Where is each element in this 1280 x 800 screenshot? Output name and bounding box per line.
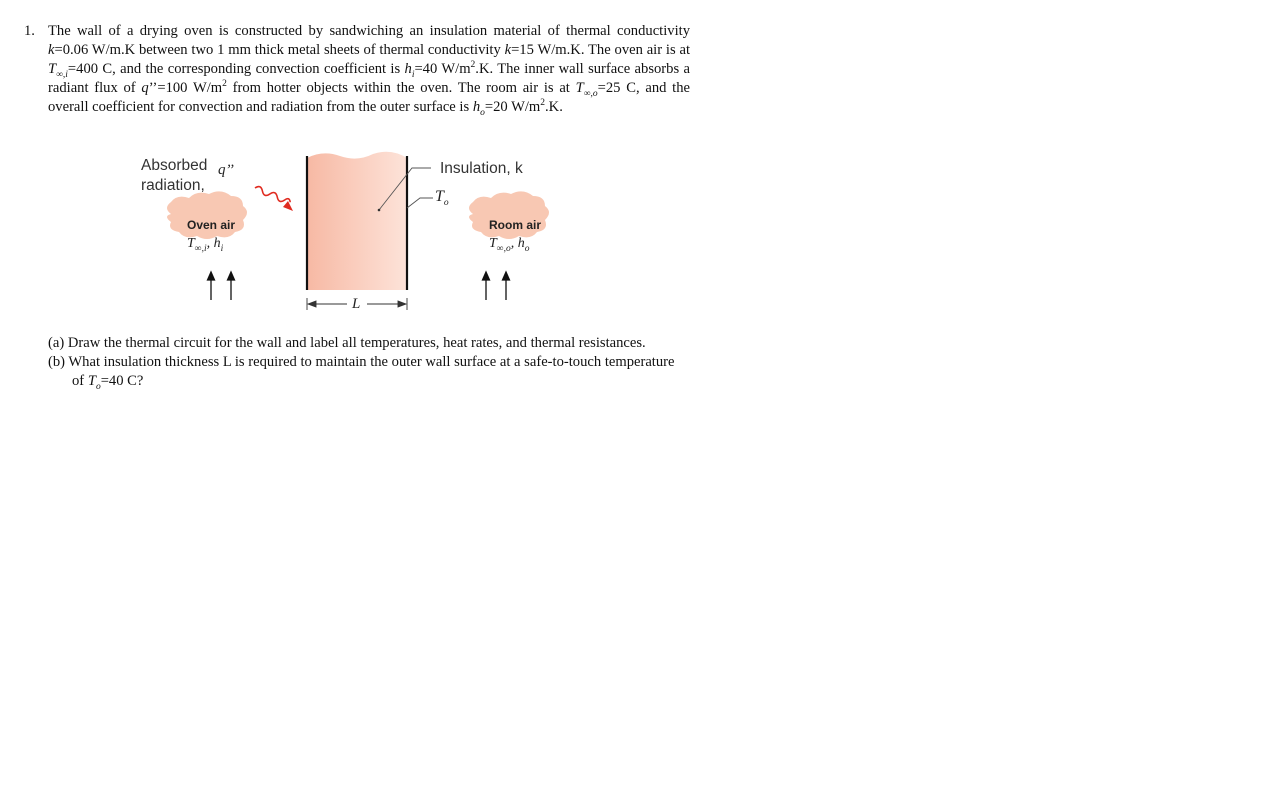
problem-statement [24, 22, 690, 117]
q-symbol: q’’ [218, 162, 234, 178]
insulation-leader-dot [378, 209, 381, 212]
oven-air-title: Oven air [187, 218, 236, 232]
absorbed-label-line2: radiation, [141, 177, 205, 194]
oven-air-flow-arrows [208, 272, 235, 300]
question-a: (a) Draw the thermal circuit for the wall and label all temperatures, heat rates, and thermal resistances. [48, 335, 646, 351]
question-list [48, 334, 688, 391]
to-label: $T_o$ [435, 188, 449, 209]
insulation-wall [307, 152, 407, 290]
problem-number: 1. [24, 23, 35, 39]
radiation-arrowhead [283, 201, 293, 211]
absorbed-label-line1: Absorbed [141, 157, 208, 174]
room-air-flow-arrows [483, 272, 510, 300]
room-air-title: Room air [489, 218, 542, 232]
to-leader [407, 198, 433, 208]
dimension-label: L [352, 296, 361, 312]
oven-air-symbols: $T_{\infty,i}$, $h_i$ [187, 236, 224, 254]
question-b: (b) What insulation thickness L is required to maintain the outer wall surface at a safe-to-touch temperature of $T_o=40$ C? [48, 354, 675, 392]
radiation-arrow [254, 185, 291, 205]
oven-wall-figure [135, 148, 565, 318]
insulation-label: Insulation, k [440, 160, 523, 177]
problem-text: The wall of a drying oven is constructed by sandwiching an insulation material of thermal conductivity k=0.06 W/m.K between two 1 mm thick metal sheets of thermal conductivity k=15 W/m.K. The oven air is at $T_{\infty,i}=400$ C, and the corresponding convection coefficient is $h_i=40$ $W/m^2.K$. The inner wall surface absorbs a radiant flux of q’’=100 $W/m^2$ from hotter objects within the oven. The room air is at $T_{\infty,o}=25$ C, and the overall coefficient for convection and radiation from the outer surface is $h_o=20$ $W/m^2.K$. [48, 23, 690, 118]
room-air-symbols: $T_{\infty,o}$, $h_o$ [489, 236, 530, 254]
